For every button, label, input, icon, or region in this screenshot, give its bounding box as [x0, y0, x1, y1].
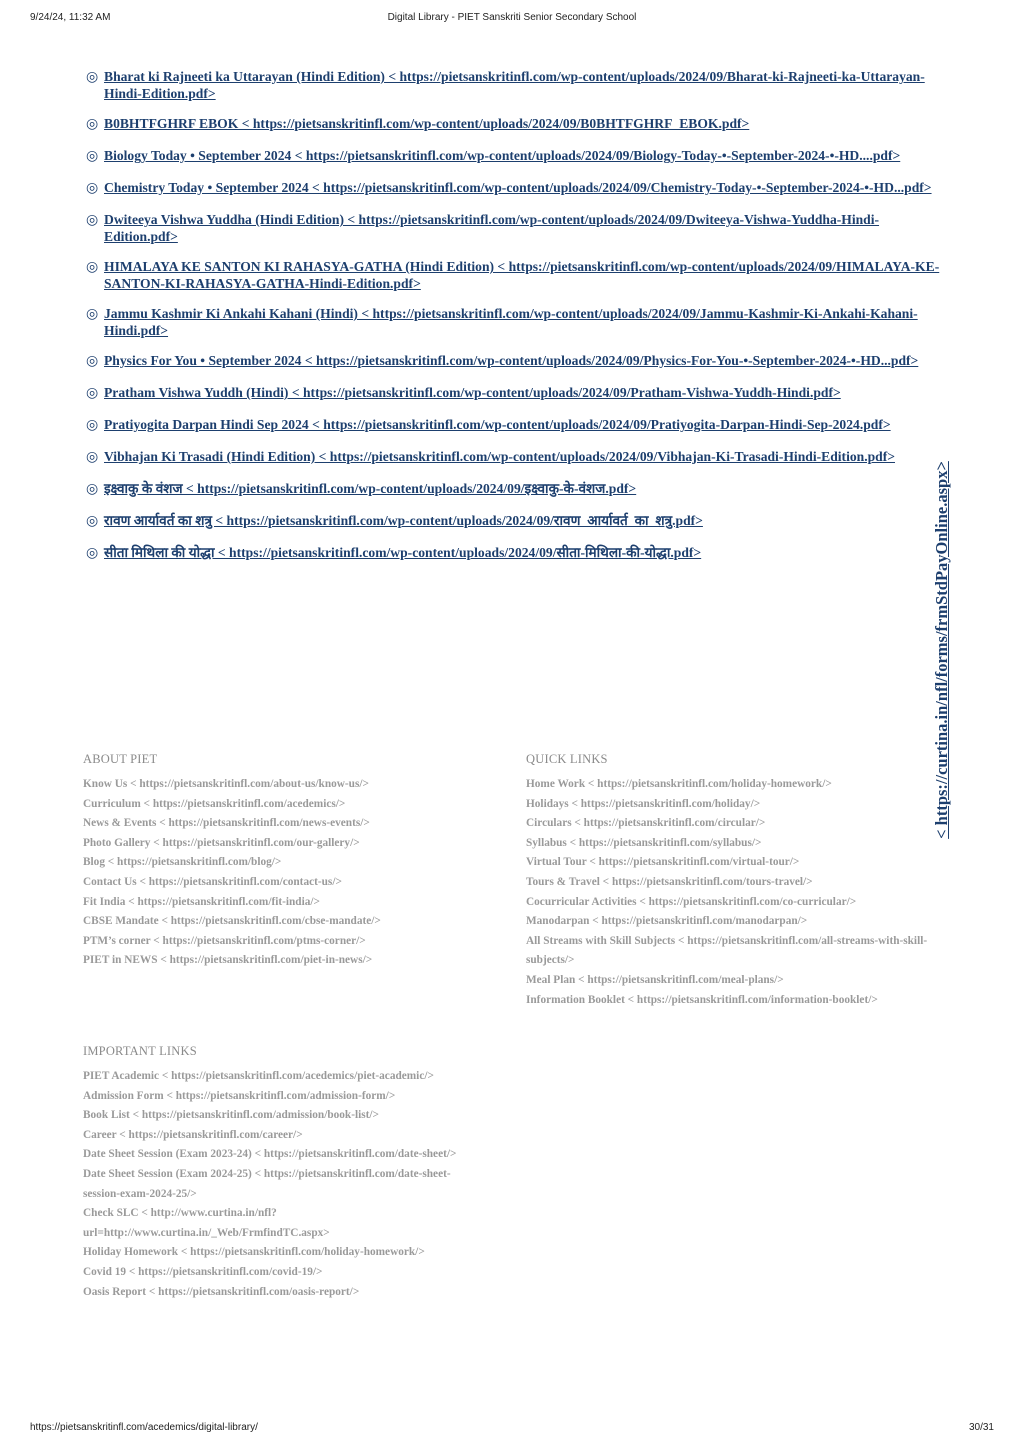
footer-link[interactable]: PIET in NEWS < https://pietsanskritinfl.com/piet-in-news/>	[83, 954, 373, 967]
book-link[interactable]: रावण आर्यावर्त का शत्रु < https://pietsanskritinfl.com/wp-content/uploads/2024/09/रावण_आर्यावर्त_का_शत्रु.pdf>	[104, 513, 703, 528]
footer-link[interactable]: Tours & Travel < https://pietsanskritinfl.com/tours-travel/>	[526, 875, 813, 888]
fee-payment-link[interactable]: < https://curtina.in/nfl/forms/frmStdPayOnline.aspx>	[932, 461, 951, 839]
footer-link[interactable]: Holiday Homework < https://pietsanskritinfl.com/holiday-homework/>	[83, 1246, 425, 1259]
list-item	[86, 211, 946, 245]
book-link[interactable]: Bharat ki Rajneeti ka Uttarayan (Hindi Edition) < https://pietsanskritinfl.com/wp-content/uploads/2024/09/Bharat-ki-Rajneeti-ka-Uttarayan-Hindi-Edition.pdf>	[104, 69, 925, 101]
book-link[interactable]: B0BHTFGHRF EBOK < https://pietsanskritinfl.com/wp-content/uploads/2024/09/B0BHTFGHRF_EBOK.pdf>	[104, 116, 750, 131]
page-number: 30/31	[968, 1422, 994, 1433]
list-item	[86, 258, 946, 292]
list-item	[86, 448, 946, 467]
print-header	[30, 12, 994, 28]
important-links-list	[83, 1067, 468, 1302]
footer-link[interactable]: Manodarpan < https://pietsanskritinfl.com/manodarpan/>	[526, 915, 808, 928]
bullet-icon: ◎	[86, 354, 99, 369]
footer-link[interactable]: Curriculum < https://pietsanskritinfl.com/acedemics/>	[83, 797, 346, 810]
print-footer	[30, 1422, 994, 1438]
book-link[interactable]: Biology Today • September 2024 < https://pietsanskritinfl.com/wp-content/uploads/2024/09/Biology-Today-•-September-2024-•-HD....pdf>	[104, 148, 901, 163]
bullet-icon: ◎	[86, 70, 99, 85]
footer-link[interactable]: Cocurricular Activities < https://pietsanskritinfl.com/co-curricular/>	[526, 895, 857, 908]
footer-link[interactable]: Date Sheet Session (Exam 2023-24) < https://pietsanskritinfl.com/date-sheet/>	[83, 1148, 457, 1161]
book-link[interactable]: Dwiteeya Vishwa Yuddha (Hindi Edition) < https://pietsanskritinfl.com/wp-content/uploads/2024/09/Dwiteeya-Vishwa-Yuddha-Hindi-Edition.pdf>	[104, 212, 880, 244]
footer-link[interactable]: Check SLC < http://www.curtina.in/nfl?url=http://www.curtina.in/_Web/FrmfindTC.aspx>	[83, 1207, 330, 1239]
book-link[interactable]: Pratham Vishwa Yuddh (Hindi) < https://pietsanskritinfl.com/wp-content/uploads/2024/09/Pratham-Vishwa-Yuddh-Hindi.pdf>	[104, 385, 841, 400]
list-item	[86, 384, 946, 403]
footer-link[interactable]: Circulars < https://pietsanskritinfl.com/circular/>	[526, 817, 766, 830]
list-item	[86, 305, 946, 339]
list-item	[86, 147, 946, 166]
footer-link[interactable]: Information Booklet < https://pietsanskritinfl.com/information-booklet/>	[526, 993, 878, 1006]
list-item	[86, 68, 946, 102]
bullet-icon: ◎	[86, 546, 99, 561]
about-piet-links	[83, 775, 503, 971]
footer-link[interactable]: CBSE Mandate < https://pietsanskritinfl.com/cbse-mandate/>	[83, 915, 381, 928]
list-item	[86, 544, 946, 563]
footer-link[interactable]: Book List < https://pietsanskritinfl.com/admission/book-list/>	[83, 1109, 379, 1122]
quick-links-section	[526, 752, 946, 1010]
footer-link[interactable]: Photo Gallery < https://pietsanskritinfl.com/our-gallery/>	[83, 836, 360, 849]
bullet-icon: ◎	[86, 213, 99, 228]
footer-link[interactable]: Covid 19 < https://pietsanskritinfl.com/covid-19/>	[83, 1265, 323, 1278]
footer-link[interactable]: Admission Form < https://pietsanskritinfl.com/admission-form/>	[83, 1089, 396, 1102]
footer-link[interactable]: All Streams with Skill Subjects < https://pietsanskritinfl.com/all-streams-with-skill-subjects/>	[526, 934, 928, 967]
bullet-icon: ◎	[86, 149, 99, 164]
book-link[interactable]: Chemistry Today • September 2024 < https://pietsanskritinfl.com/wp-content/uploads/2024/09/Chemistry-Today-•-September-2024-•-HD...pdf>	[104, 180, 932, 195]
print-url: https://pietsanskritinfl.com/acedemics/digital-library/	[30, 1422, 258, 1433]
footer-link[interactable]: Blog < https://pietsanskritinfl.com/blog/>	[83, 856, 282, 869]
print-page-title: Digital Library - PIET Sanskriti Senior Secondary School	[387, 12, 637, 23]
important-links-section	[83, 1044, 468, 1302]
book-link[interactable]: HIMALAYA KE SANTON KI RAHASYA-GATHA (Hindi Edition) < https://pietsanskritinfl.com/wp-content/uploads/2024/09/HIMALAYA-KE-SANTON-KI-RAHASYA-GATHA-Hindi-Edition.pdf>	[104, 259, 940, 291]
bullet-icon: ◎	[86, 450, 99, 465]
list-item	[86, 480, 946, 499]
bullet-icon: ◎	[86, 386, 99, 401]
footer-link[interactable]: Virtual Tour < https://pietsanskritinfl.com/virtual-tour/>	[526, 856, 800, 869]
bullet-icon: ◎	[86, 260, 99, 275]
bullet-icon: ◎	[86, 307, 99, 322]
bullet-icon: ◎	[86, 117, 99, 132]
bullet-icon: ◎	[86, 482, 99, 497]
quick-links-list	[526, 775, 946, 1010]
footer-link[interactable]: News & Events < https://pietsanskritinfl.com/news-events/>	[83, 817, 370, 830]
footer-link[interactable]: Date Sheet Session (Exam 2024-25) < https://pietsanskritinfl.com/date-sheet-session-exam-2024-25/>	[83, 1167, 451, 1200]
footer-link[interactable]: Contact Us < https://pietsanskritinfl.com/contact-us/>	[83, 875, 342, 888]
about-piet-section	[83, 752, 503, 971]
footer-link[interactable]: Career < https://pietsanskritinfl.com/career/>	[83, 1128, 303, 1141]
bullet-icon: ◎	[86, 181, 99, 196]
important-links-heading: IMPORTANT LINKS	[83, 1044, 197, 1058]
digital-library-book-list	[86, 68, 946, 576]
footer-link[interactable]: Home Work < https://pietsanskritinfl.com/holiday-homework/>	[526, 778, 832, 790]
footer-link[interactable]: Holidays < https://pietsanskritinfl.com/holiday/>	[526, 797, 761, 810]
book-link[interactable]: Physics For You • September 2024 < https://pietsanskritinfl.com/wp-content/uploads/2024/09/Physics-For-You-•-September-2024-•-HD...pdf>	[104, 353, 919, 368]
list-item	[86, 352, 946, 371]
list-item	[86, 512, 946, 531]
book-link[interactable]: Pratiyogita Darpan Hindi Sep 2024 < https://pietsanskritinfl.com/wp-content/uploads/2024/09/Pratiyogita-Darpan-Hindi-Sep-2024.pdf>	[104, 417, 891, 432]
footer-link[interactable]: Meal Plan < https://pietsanskritinfl.com/meal-plans/>	[526, 973, 784, 986]
footer-link[interactable]: Syllabus < https://pietsanskritinfl.com/syllabus/>	[526, 836, 762, 849]
bullet-icon: ◎	[86, 418, 99, 433]
book-link[interactable]: Vibhajan Ki Trasadi (Hindi Edition) < https://pietsanskritinfl.com/wp-content/uploads/2024/09/Vibhajan-Ki-Trasadi-Hindi-Edition.pdf>	[104, 449, 895, 464]
about-piet-heading: ABOUT PIET	[83, 752, 158, 766]
list-item	[86, 115, 946, 134]
list-item	[86, 179, 946, 198]
footer-link[interactable]: Know Us < https://pietsanskritinfl.com/about-us/know-us/>	[83, 778, 369, 790]
book-link[interactable]: सीता मिथिला की योद्धा < https://pietsanskritinfl.com/wp-content/uploads/2024/09/सीता-मिथिला-की-योद्धा.pdf>	[104, 545, 702, 560]
book-link[interactable]: Jammu Kashmir Ki Ankahi Kahani (Hindi) < https://pietsanskritinfl.com/wp-content/uploads/2024/09/Jammu-Kashmir-Ki-Ankahi-Kahani-Hindi.pdf>	[104, 306, 918, 338]
bullet-icon: ◎	[86, 514, 99, 529]
book-link[interactable]: इक्ष्वाकु के वंशज < https://pietsanskritinfl.com/wp-content/uploads/2024/09/इक्ष्वाकु-के-वंशज.pdf>	[104, 481, 637, 496]
footer-link[interactable]: Fit India < https://pietsanskritinfl.com/fit-india/>	[83, 895, 320, 908]
footer-link[interactable]: PTM’s corner < https://pietsanskritinfl.com/ptms-corner/>	[83, 934, 366, 947]
footer-link[interactable]: Oasis Report < https://pietsanskritinfl.com/oasis-report/>	[83, 1285, 360, 1298]
list-item	[86, 416, 946, 435]
quick-links-heading: QUICK LINKS	[526, 752, 608, 766]
footer-link[interactable]: PIET Academic < https://pietsanskritinfl.com/acedemics/piet-academic/>	[83, 1070, 434, 1082]
print-datetime: 9/24/24, 11:32 AM	[30, 12, 111, 23]
